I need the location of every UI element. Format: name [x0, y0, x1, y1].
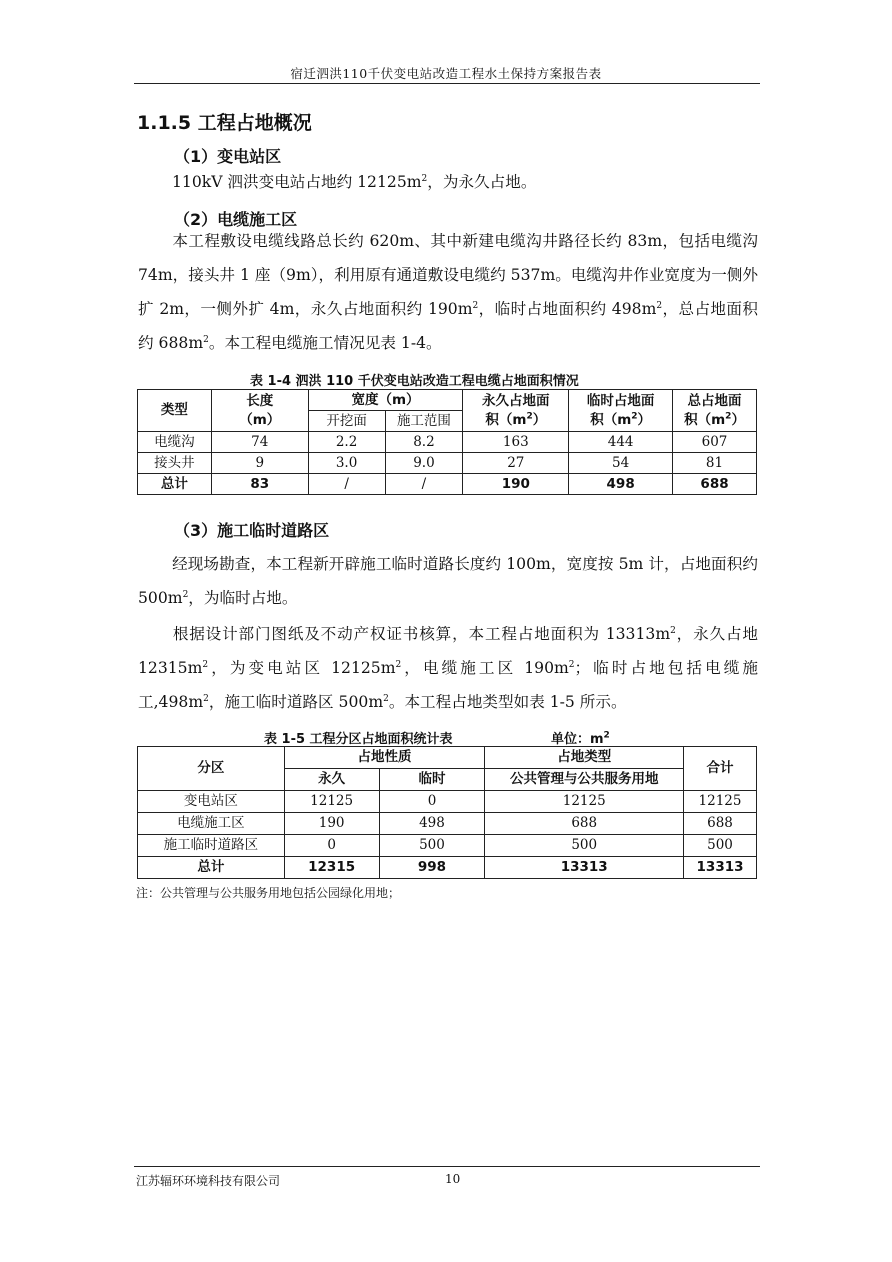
cell: /: [308, 474, 385, 495]
table-caption-1-4: 表 1-4 泗洪 110 千伏变电站改造工程电缆占地面积情况: [250, 374, 579, 389]
table-row: [138, 813, 757, 835]
cell: 13313: [684, 857, 757, 879]
header-perm: 永久: [284, 769, 379, 791]
header-public: 公共管理与公共服务用地: [485, 769, 684, 791]
paragraph-cable: 本工程敷设电缆线路总长约 620m、其中新建电缆沟井路径长约 83m，包括电缆沟 74m，接头井 1 座（9m），利用原有通道敷设电缆约 537m。电缆沟井作业宽度为一侧外扩 2m，一侧外扩 4m，永久占地面积约 $190m^2$，临时占地面积约 $498m^2$，总占地面积约 $688m^2$。本工程电缆施工情况见表 1-4。: [138, 232, 758, 352]
header-total-area: 总占地面 积$(m^2)$: [673, 390, 757, 432]
cell: 688: [673, 474, 757, 495]
footer-company: 江苏辐环环境科技有限公司: [136, 1174, 281, 1188]
header-zone: 分区: [138, 747, 285, 791]
table-row: [138, 835, 757, 857]
cell: 190: [284, 813, 379, 835]
header-nature: 占地性质: [284, 747, 485, 769]
cell: 9.0: [385, 453, 463, 474]
cell: 总计: [138, 857, 285, 879]
header-width-range: 施工范围: [385, 411, 463, 432]
subsection-heading-substation: （1）变电站区: [174, 147, 282, 166]
header-perm-area: 永久占地面 积$(m^2)$: [463, 390, 569, 432]
cell: 总计: [138, 474, 212, 495]
cell: 9: [211, 453, 308, 474]
cell: 500: [485, 835, 684, 857]
cell: 498: [569, 474, 673, 495]
cell: 0: [379, 791, 485, 813]
paragraph-summary: 根据设计部门图纸及不动产权证书核算，本工程占地面积为 $13313m^2$，永久占地 $12315m^2$，为变电站区 $12125m^2$，电缆施工区 $190m^2$；临时占地包括电缆施工$,498m^2$，施工临时道路区 $500m^2$。本工程占地类型如表 1-5 所示。: [138, 625, 758, 711]
cell: 8.2: [385, 432, 463, 453]
section-heading: 1.1.5 工程占地概况: [137, 112, 312, 134]
cell: 83: [211, 474, 308, 495]
header-width: 宽度（m）: [308, 390, 463, 411]
table-total-row: [138, 857, 757, 879]
table-zone-land: [137, 746, 757, 879]
cell: 0: [284, 835, 379, 857]
paragraph-road: 经现场勘查，本工程新开辟施工临时道路长度约 100m，宽度按 5m 计，占地面积约 $500m^2$，为临时占地。: [138, 555, 758, 607]
cell: 163: [463, 432, 569, 453]
header-sum: 合计: [684, 747, 757, 791]
cell: 607: [673, 432, 757, 453]
cell: 3.0: [308, 453, 385, 474]
table-row: [138, 453, 757, 474]
page-number: 10: [445, 1172, 461, 1186]
header-landtype: 占地类型: [485, 747, 684, 769]
table-total-row: [138, 474, 757, 495]
cell: 12315: [284, 857, 379, 879]
cell: /: [385, 474, 463, 495]
cell: 500: [684, 835, 757, 857]
cell: 998: [379, 857, 485, 879]
cell: 500: [379, 835, 485, 857]
table-row: [138, 432, 757, 453]
table-unit: 单位：$m^2$: [551, 730, 610, 747]
header-rule: [134, 83, 760, 84]
cell: 81: [673, 453, 757, 474]
paragraph-substation: 110kV 泗洪变电站占地约 $12125m^2$，为永久占地。: [172, 173, 537, 191]
cell: 12125: [485, 791, 684, 813]
header-length: 长度 （m）: [211, 390, 308, 432]
cell: 12125: [684, 791, 757, 813]
cell: 190: [463, 474, 569, 495]
subsection-heading-road: （3）施工临时道路区: [174, 521, 330, 540]
table-cable-land: [137, 389, 757, 495]
table-row: [138, 791, 757, 813]
cell: 54: [569, 453, 673, 474]
cell: 接头井: [138, 453, 212, 474]
header-width-dig: 开挖面: [308, 411, 385, 432]
cell: 12125: [284, 791, 379, 813]
cell: 688: [485, 813, 684, 835]
cell: 变电站区: [138, 791, 285, 813]
table-note: 注：公共管理与公共服务用地包括公园绿化用地；: [136, 886, 401, 900]
cell: 电缆沟: [138, 432, 212, 453]
footer-rule: [134, 1166, 760, 1167]
cell: 电缆施工区: [138, 813, 285, 835]
subsection-heading-cable: （2）电缆施工区: [174, 210, 298, 229]
cell: 498: [379, 813, 485, 835]
cell: 688: [684, 813, 757, 835]
cell: 444: [569, 432, 673, 453]
header-type: 类型: [138, 390, 212, 432]
cell: 2.2: [308, 432, 385, 453]
cell: 74: [211, 432, 308, 453]
running-header: 宿迁泗洪110千伏变电站改造工程水土保持方案报告表: [290, 66, 602, 81]
table-caption-1-5: 表 1-5 工程分区占地面积统计表: [264, 732, 453, 747]
cell: 27: [463, 453, 569, 474]
header-temp: 临时: [379, 769, 485, 791]
cell: 施工临时道路区: [138, 835, 285, 857]
cell: 13313: [485, 857, 684, 879]
header-temp-area: 临时占地面 积$(m^2)$: [569, 390, 673, 432]
